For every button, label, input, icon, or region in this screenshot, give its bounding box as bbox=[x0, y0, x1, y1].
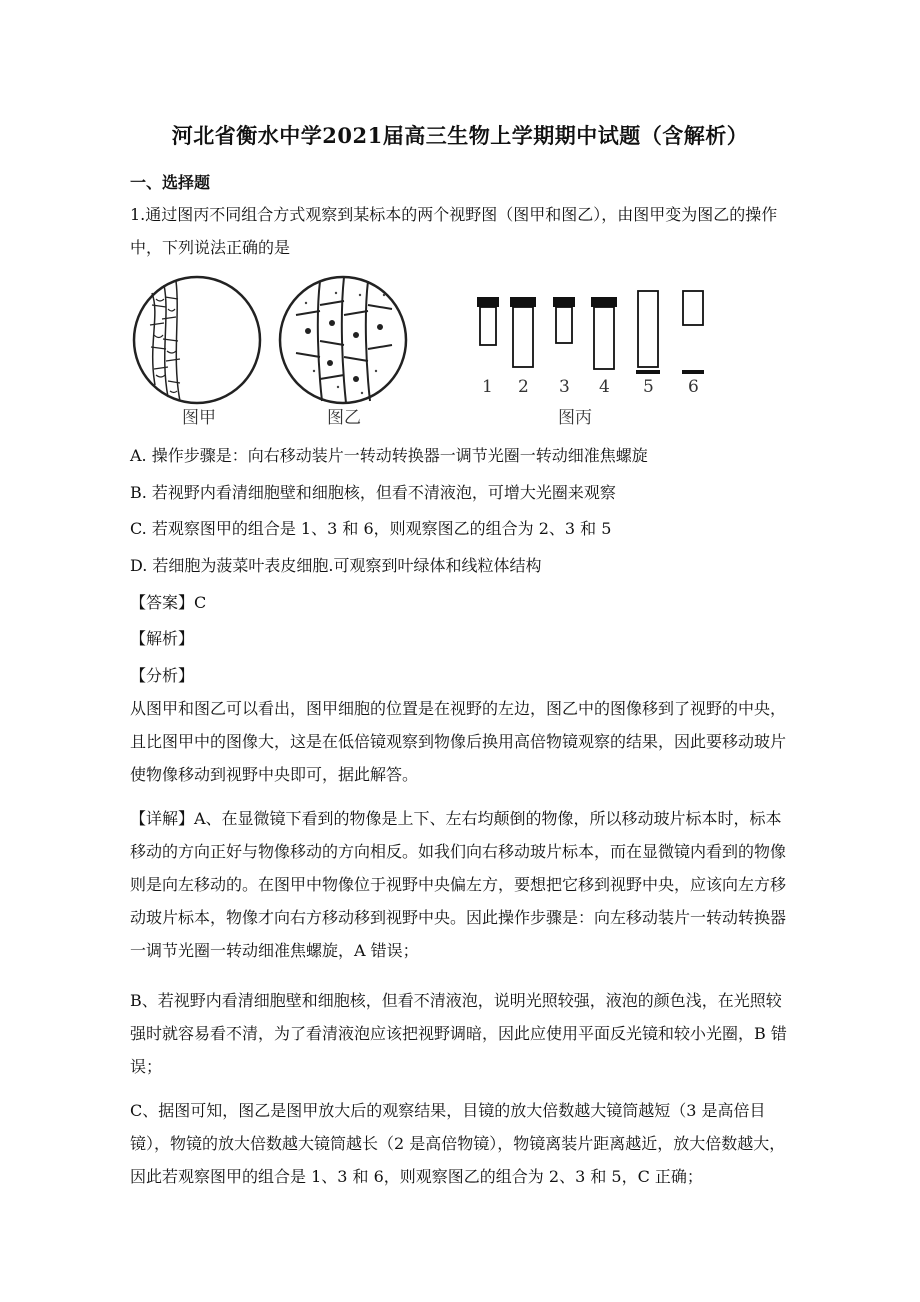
figure-drawing bbox=[130, 275, 720, 435]
lens-number-3: 3 bbox=[559, 377, 570, 397]
lens-number-5: 5 bbox=[643, 377, 654, 397]
detail-a-paragraph: 【详解】A、在显微镜下看到的物像是上下、左右均颠倒的物像，所以移动玻片标本时，标本移动的方向正好与物像移动的方向相反。如我们向右移动玻片标本，而在显微镜内看到的物像则是向左移动的。在图甲中物像位于视野中央偏左方，要想把它移到视野中央，应该向左方移动玻片标本，物像才向右方移动移到视野中央。因此操作步骤是：向左移动装片一转动转换器一调节光圈一转动细准焦螺旋，A 错误； bbox=[130, 809, 787, 960]
caption-jia: 图甲 bbox=[182, 408, 216, 428]
field-of-view-yi bbox=[280, 277, 406, 403]
option-a: A. 操作步骤是：向右移动装片一转动转换器一调节光圈一转动细准焦螺旋 bbox=[130, 446, 648, 465]
option-c: C. 若观察图甲的组合是 1、3 和 6，则观察图乙的组合为 2、3 和 5 bbox=[130, 519, 612, 538]
question-stem: 1.通过图丙不同组合方式观察到某标本的两个视野图（图甲和图乙），由图甲变为图乙的操作中，下列说法正确的是 bbox=[130, 205, 778, 257]
caption-bing: 图丙 bbox=[558, 408, 592, 428]
lens-number-4: 4 bbox=[599, 377, 610, 397]
analysis-label: 【解析】 bbox=[130, 629, 195, 648]
caption-yi: 图乙 bbox=[327, 408, 361, 428]
section-heading: 一、选择题 bbox=[130, 173, 211, 192]
field-of-view-jia bbox=[134, 277, 260, 403]
microscope-figure bbox=[130, 275, 720, 435]
detail-b-paragraph: B、若视野内看清细胞壁和细胞核，但看不清液泡，说明光照较强，液泡的颜色浅，在光照较强时就容易看不清，为了看清液泡应该把视野调暗，因此应使用平面反光镜和较小光圈，B 错误； bbox=[130, 991, 787, 1076]
lens-number-1: 1 bbox=[482, 377, 493, 397]
document-title: 河北省衡水中学2021届高三生物上学期期中试题（含解析） bbox=[171, 123, 749, 148]
lens-set-bing bbox=[477, 291, 704, 374]
answer-line: 【答案】C bbox=[130, 593, 207, 612]
detail-c-paragraph: C、据图可知，图乙是图甲放大后的观察结果，目镜的放大倍数越大镜筒越短（3 是高倍目镜），物镜的放大倍数越大镜筒越长（2 是高倍物镜），物镜离装片距离越近，放大倍数越大，因此若观察图甲的组合是 1、3 和 6，则观察图乙的组合为 2、3 和 5，C 正确； bbox=[130, 1101, 786, 1186]
lens-number-2: 2 bbox=[518, 377, 529, 397]
fenxi-paragraph: 从图甲和图乙可以看出，图甲细胞的位置是在视野的左边，图乙中的图像移到了视野的中央，且比图甲中的图像大，这是在低倍镜观察到物像后换用高倍物镜观察的结果，因此要移动玻片使物像移动到视野中央即可，据此解答。 bbox=[130, 699, 787, 784]
option-d: D. 若细胞为菠菜叶表皮细胞.可观察到叶绿体和线粒体结构 bbox=[130, 556, 542, 575]
option-b: B. 若视野内看清细胞壁和细胞核，但看不清液泡，可增大光圈来观察 bbox=[130, 483, 616, 502]
lens-number-6: 6 bbox=[688, 377, 699, 397]
fenxi-label: 【分析】 bbox=[130, 666, 195, 685]
